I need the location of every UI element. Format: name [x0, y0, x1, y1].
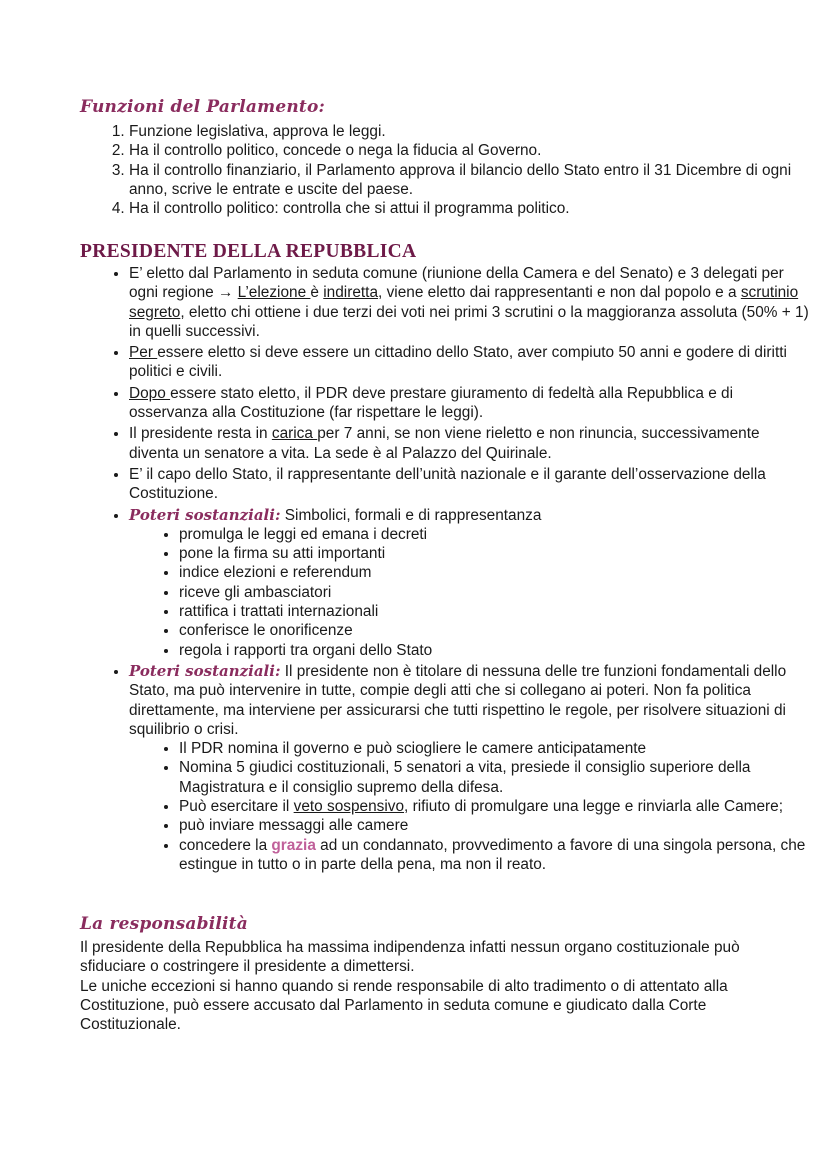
text: Il presidente non è titolare di nessuna delle tre funzioni fondamentali dello Stato, ma può intervenire in tutte, compie degli atti che si collegano ai poteri. Non fa politica direttamente, ma interviene per assicurarsi che tutti rispettino le regole, per risolvere situazioni di squilibrio o crisi.: [129, 662, 787, 738]
presidente-list: [80, 264, 809, 876]
text: ad un condannato, provvedimento a favore di una singola persona, che estingue in tutto o in parte della pena, ma non il reato.: [179, 836, 806, 873]
underlined-text: L’elezione: [237, 284, 311, 302]
text: , viene eletto dai rappresentanti e non dal popolo e a: [378, 284, 741, 302]
poteri-sublist: [129, 525, 809, 660]
underlined-text: carica: [271, 425, 318, 443]
underlined-text: scrutinio segreto: [129, 284, 799, 321]
list-item: • Il PDR nomina il governo e può sciogliere le camere anticipatamente: [179, 739, 809, 758]
paragraph: Il presidente della Repubblica ha massima indipendenza infatti nessun organo costituzionale può sfiduciare o costringere il presidente a dimettersi.: [80, 939, 740, 976]
list-item: 4. Ha il controllo politico: controlla che si attui il programma politico.: [129, 199, 809, 218]
text: Il presidente resta in: [129, 425, 272, 443]
list-item: • regola i rapporti tra organi dello Stato: [179, 641, 809, 660]
text: , eletto chi ottiene i due terzi dei voti nei primi 3 scrutini o la maggioranza assoluta (50% + 1) in quelli successivi.: [129, 303, 809, 340]
underlined-text: Per: [129, 344, 158, 362]
text: per 7 anni, se non viene rieletto e non rinuncia, successivamente diventa un senatore a vita. La sede è al Palazzo del Quirinale.: [129, 425, 760, 462]
text: concedere la: [179, 836, 272, 854]
list-item: [179, 836, 809, 875]
text: essere stato eletto, il PDR deve prestare giuramento di fedeltà alla Repubblica e di osservanza alla Costituzione (far rispettare le leggi).: [129, 384, 734, 422]
underlined-text: Dopo: [129, 384, 171, 402]
highlighted-term: grazia: [271, 836, 316, 854]
text: Può esercitare il: [179, 798, 294, 816]
list-item: • conferisce le onorificenze: [179, 621, 809, 640]
list-item: [129, 343, 809, 382]
text: essere eletto si deve essere un cittadino dello Stato, aver compiuto 50 anni e godere di diritti politici e civili.: [129, 344, 787, 381]
list-item: • E’ il capo dello Stato, il rappresentante dell’unità nazionale e il garante dell’osservazione della Costituzione.: [129, 465, 809, 504]
list-item: [129, 384, 809, 423]
list-item: [179, 797, 809, 816]
list-item: [129, 506, 809, 660]
responsabilita-body: [80, 938, 740, 1034]
paragraph: Le uniche eccezioni si hanno quando si rende responsabile di alto tradimento o di attentato alla Costituzione, può essere accusato dal Parlamento in seduta comune e giudicato dalla Corte Costituzionale.: [80, 977, 728, 1034]
list-item: • promulga le leggi ed emana i decreti: [179, 525, 809, 544]
list-item: • Nomina 5 giudici costituzionali, 5 senatori a vita, presiede il consiglio superiore della Magistratura e il consiglio supremo della difesa.: [179, 758, 809, 797]
list-item: • pone la firma su atti importanti: [179, 544, 809, 563]
presidente-heading: PRESIDENTE DELLA REPUBBLICA: [80, 241, 417, 262]
text: , rifiuto di promulgare una legge e rinviarla alle Camere;: [404, 798, 783, 816]
list-item: 1. Funzione legislativa, approva le leggi.: [129, 122, 809, 141]
list-item: 2. Ha il controllo politico, concede o nega la fiducia al Governo.: [129, 141, 809, 160]
funzioni-list: [80, 122, 809, 218]
poteri-label: Poteri sostanziali:: [129, 661, 281, 680]
list-item: • indice elezioni e referendum: [179, 563, 809, 582]
text: è: [310, 284, 324, 302]
funzioni-heading: Funzioni del Parlamento:: [80, 97, 325, 117]
list-item: [129, 264, 809, 341]
text: E’ eletto dal Parlamento in seduta comune (riunione della Camera e del Senato) e 3 delegati per ogni regione →: [129, 265, 784, 302]
poteri-label: Poteri sostanziali:: [129, 505, 281, 524]
poteri-sublist: [129, 739, 809, 874]
list-item: [129, 424, 809, 463]
responsabilita-heading: La responsabilità: [80, 914, 248, 934]
text: Simbolici, formali e di rappresentanza: [280, 506, 542, 524]
underlined-text: indiretta: [323, 284, 379, 302]
list-item: • può inviare messaggi alle camere: [179, 816, 809, 835]
list-item: • rattifica i trattati internazionali: [179, 602, 809, 621]
list-item: • riceve gli ambasciatori: [179, 583, 809, 602]
list-item: 3. Ha il controllo finanziario, il Parlamento approva il bilancio dello Stato entro il 31 Dicembre di ogni anno, scrive le entrate e uscite del paese.: [129, 161, 809, 200]
underlined-text: veto sospensivo: [293, 798, 405, 816]
list-item: [129, 662, 809, 874]
